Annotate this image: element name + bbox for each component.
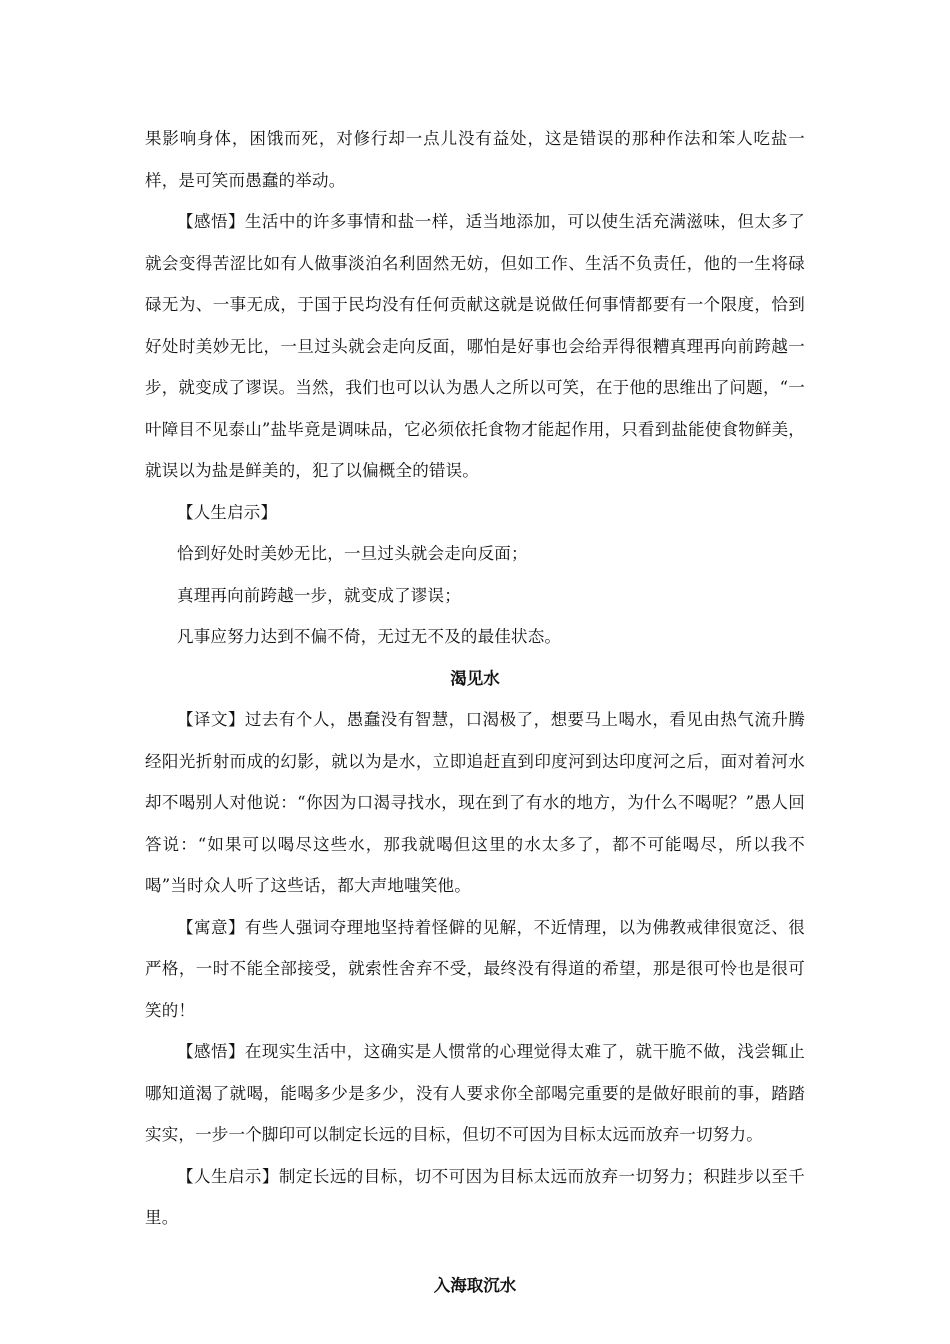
paragraph-qishi-item-2: 真理再向前跨越一步，就变成了谬误； — [177, 585, 461, 605]
paragraph-rensheng-qishi-2: 【人生启示】制定长远的目标，切不可因为目标太远而放弃一切努力；积跬步以至千里。 — [145, 1166, 805, 1227]
paragraph-qishi-item-1: 恰到好处时美妙无比，一旦过头就会走向反面； — [177, 544, 528, 563]
document-body — [145, 118, 805, 1306]
paragraph-continuation: 果影响身体，困饿而死，对修行却一点儿没有益处，这是错误的那种作法和笨人吃盐一样，是可笑而愚蠢的举动。 — [145, 129, 805, 190]
paragraph-ganwu-2: 【感悟】在现实生活中，这确实是人惯常的心理觉得太难了，就干脆不做，浅尝辄止哪知道渴了就喝，能喝多少是多少，没有人要求你全部喝完重要的是做好眼前的事，踏踏实实，一步一个脚印可以制定长远的目标，但切不可因为目标太远而放弃一切努力。 — [145, 1042, 805, 1144]
section-title-kejianshui: 渴见水 — [450, 668, 500, 688]
paragraph-qishi-item-3: 凡事应努力达到不偏不倚，无过无不及的最佳状态。 — [177, 627, 562, 646]
paragraph-yuyi: 【寓意】有些人强词夺理地坚持着怪僻的见解，不近情理，以为佛教戒律很宽泛、很严格，一时不能全部接受，就索性舍弃不受，最终没有得道的希望，那是很可怜也是很可笑的！ — [145, 917, 805, 1020]
paragraph-yiwen: 【译文】过去有个人，愚蠢没有智慧，口渴极了，想要马上喝水，看见由热气流升腾经阳光折射而成的幻影，就以为是水，立即追赶直到印度河到达印度河之后，面对着河水却不喝别人对他说：“你因为口渴寻找水，现在到了有水的地方，为什么不喝呢？”愚人回答说：“如果可以喝尽这些水，那我就喝但这里的水太多了，都不可能喝尽，所以我不喝”当时众人听了这些话，都大声地嗤笑他。 — [145, 710, 805, 895]
section-title-ruhai-quchenshui: 入海取沉水 — [433, 1275, 517, 1295]
paragraph-ganwu-1: 【感悟】生活中的许多事情和盐一样，适当地添加，可以使生活充满滋味，但太多了就会变得苦涩比如有人做事淡泊名利固然无妨，但如工作、生活不负责任，他的一生将碌碌无为、一事无成，于国于民均没有任何贡献这就是说做任何事情都要有一个限度，恰到好处时美妙无比，一旦过头就会走向反面，哪怕是好事也会给弄得很糟真理再向前跨越一步，就变成了谬误。当然，我们也可以认为愚人之所以可笑，在于他的思维出了问题，“一叶障目不见泰山”盐毕竟是调味品，它必须依托食物才能起作用，只看到盐能使食物鲜美，就误以为盐是鲜美的，犯了以偏概全的错误。 — [145, 212, 805, 480]
paragraph-rensheng-qishi-heading: 【人生启示】 — [177, 502, 278, 522]
